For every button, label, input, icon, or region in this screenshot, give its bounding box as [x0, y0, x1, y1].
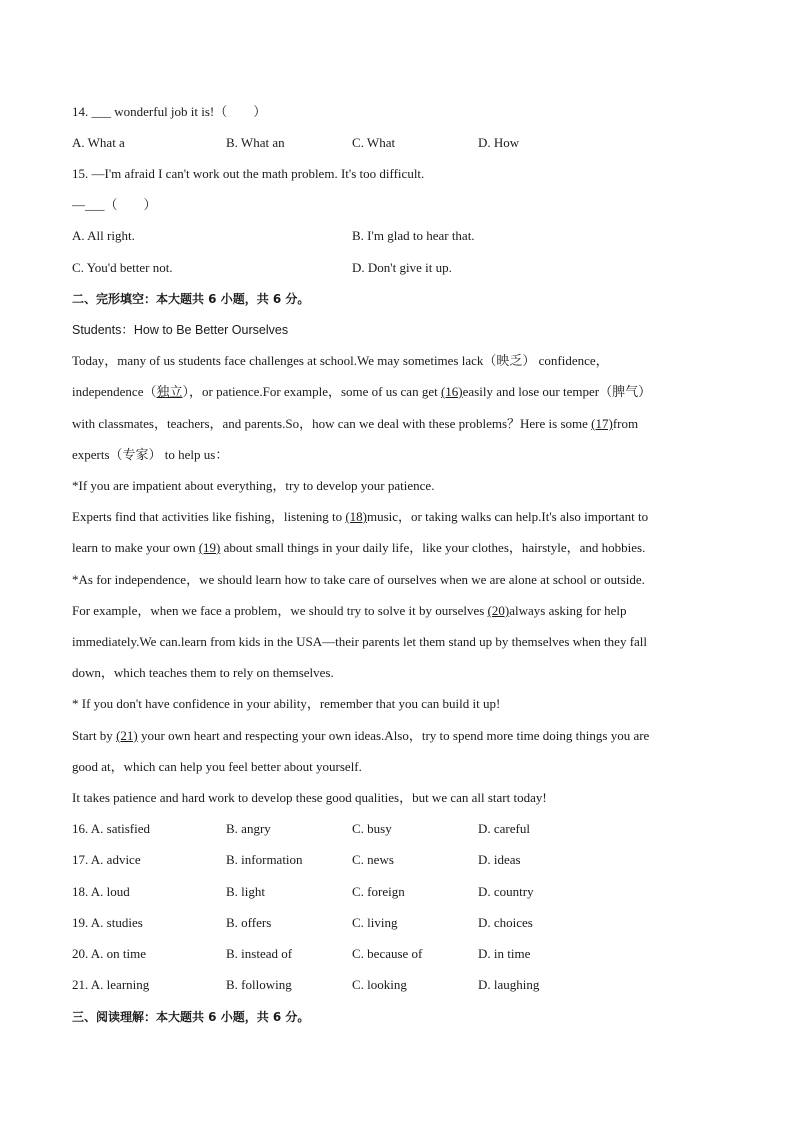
blank-20: (20): [487, 603, 510, 618]
question-15-stem: 15. —I'm afraid I can't work out the math problem. It's too difficult.: [72, 166, 425, 181]
q18-option-b: B. light: [226, 884, 266, 899]
question-14-stem: 14. ___ wonderful job it is!（ ）: [72, 104, 267, 119]
q21-option-d: D. laughing: [478, 977, 540, 992]
passage-closing: It takes patience and hard work to develop these good qualities，but we can all start today!: [72, 790, 547, 805]
q15-option-c: C. You'd better not.: [72, 260, 173, 275]
passage-line: experts（专家） to help us：: [72, 447, 229, 462]
q15-option-d: D. Don't give it up.: [352, 260, 452, 275]
passage-line: For example，when we face a problem，we should try to solve it by ourselves (20)always asking for help: [72, 603, 627, 618]
q21-option-b: B. following: [226, 977, 292, 992]
q14-option-b: B. What an: [226, 135, 285, 150]
tip-confidence: * If you don't have confidence in your ability，remember that you can build it up!: [72, 696, 501, 711]
q14-option-c: C. What: [352, 135, 396, 150]
q14-option-d: D. How: [478, 135, 520, 150]
q19-option-b: B. offers: [226, 915, 272, 930]
tip-patience: *If you are impatient about everything，try to develop your patience.: [72, 478, 435, 493]
q18-option-d: D. country: [478, 884, 534, 899]
passage-line: down，which teaches them to rely on themselves.: [72, 665, 334, 680]
q15-option-b: B. I'm glad to hear that.: [352, 228, 475, 243]
passage-line: Experts find that activities like fishing，listening to (18)music，or taking walks can help.It's also important to: [72, 509, 649, 524]
q19-option-a: 19. A. studies: [72, 915, 143, 930]
tip-independence: *As for independence，we should learn how to take care of ourselves when we are alone at school or outside.: [72, 572, 645, 587]
q20-option-d: D. in time: [478, 946, 531, 961]
passage-line: good at，which can help you feel better about yourself.: [72, 759, 362, 774]
q18-option-c: C. foreign: [352, 884, 405, 899]
blank-18: (18): [345, 509, 367, 524]
q20-option-c: C. because of: [352, 946, 423, 961]
q21-option-c: C. looking: [352, 977, 407, 992]
q21-option-a: 21. A. learning: [72, 977, 150, 992]
q19-option-d: D. choices: [478, 915, 533, 930]
section-3-heading: 三、阅读理解：本大题共 6 小题，共 6 分。: [72, 1010, 310, 1024]
q19-option-c: C. living: [352, 915, 398, 930]
question-15-reply: —___（ ）: [72, 197, 157, 212]
blank-21: (21): [116, 728, 138, 743]
passage-line: with classmates，teachers，and parents.So，how can we deal with these problems？Here is some (17)from: [72, 416, 639, 431]
q16-option-d: D. careful: [478, 821, 530, 836]
passage-line: Today，many of us students face challenges at school.We may sometimes lack（映乏） confidence，: [72, 353, 609, 368]
q17-option-a: 17. A. advice: [72, 852, 141, 867]
passage-title: Students：How to Be Better Ourselves: [72, 323, 289, 337]
passage-line: learn to make your own (19) about small things in your daily life，like your clothes，hairstyle，and hobbies.: [72, 540, 646, 555]
blank-16: (16): [440, 384, 463, 399]
q20-option-a: 20. A. on time: [72, 946, 147, 961]
section-2-heading: 二、完形填空：本大题共 6 小题，共 6 分。: [72, 292, 310, 306]
q20-option-b: B. instead of: [226, 946, 293, 961]
q16-option-c: C. busy: [352, 821, 392, 836]
q16-option-b: B. angry: [226, 821, 271, 836]
blank-19: (19): [198, 540, 221, 555]
passage-line: Start by (21) your own heart and respecting your own ideas.Also，try to spend more time doing things you are: [72, 728, 650, 743]
q15-option-a: A. All right.: [72, 228, 135, 243]
passage-line: independence（独立），or patience.For example，some of us can get (16)easily and lose our temper（脾气）: [72, 384, 652, 399]
q18-option-a: 18. A. loud: [72, 884, 130, 899]
q17-option-c: C. news: [352, 852, 394, 867]
q14-option-a: A. What a: [72, 135, 125, 150]
q17-option-d: D. ideas: [478, 852, 521, 867]
q17-option-b: B. information: [226, 852, 303, 867]
blank-17: (17): [591, 416, 613, 431]
q16-option-a: 16. A. satisfied: [72, 821, 150, 836]
passage-line: immediately.We can.learn from kids in the USA—their parents let them stand up by themselves when they fall: [72, 634, 648, 649]
